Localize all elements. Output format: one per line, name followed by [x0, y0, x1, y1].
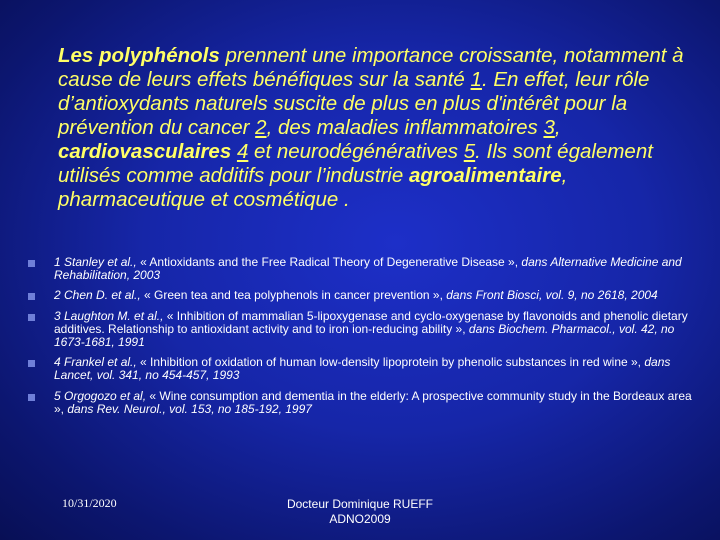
- reference-source: dans Rev. Neurol., vol. 153, no 185-192, 1997: [67, 401, 312, 416]
- reference-list: [28, 256, 698, 423]
- reference-source: dans Lancet, vol. 341, no 454-457, 1993: [54, 355, 671, 383]
- reference-item-5: [28, 390, 698, 416]
- main-text-segment: . Ils sont également utilisés comme additifs pour l’industrie: [58, 140, 653, 187]
- reference-authors: 5 Orgogozo et al,: [54, 388, 150, 403]
- footer-date: 10/31/2020: [62, 496, 117, 510]
- main-text-bold-polyphenols: Les polyphénols: [58, 44, 220, 67]
- reference-source: dans Alternative Medicine and Rehabilitation, 2003: [54, 255, 682, 283]
- reference-source: dans Front Biosci, vol. 9, no 2618, 2004: [446, 288, 658, 303]
- reference-authors: 4 Frankel et al.,: [54, 355, 141, 370]
- footer-event: ADNO2009: [329, 512, 391, 526]
- reference-title: « Green tea and tea polyphenols in cancer prevention »,: [144, 288, 447, 303]
- reference-link-5[interactable]: 5: [463, 140, 476, 163]
- main-text-segment: prennent une importance croissante, notamment à cause de leurs effets bénéfiques sur la santé: [58, 44, 684, 91]
- reference-title: « Antioxidants and the Free Radical Theory of Degenerative Disease »,: [140, 255, 522, 269]
- reference-link-1[interactable]: 1: [470, 68, 482, 91]
- main-text-segment: , des maladies inflammatoires: [266, 116, 544, 139]
- reference-item-2: [28, 289, 698, 302]
- reference-item-3: [28, 310, 698, 350]
- reference-authors: 3 Laughton M. et al.,: [54, 308, 167, 323]
- main-text-bold-agro: agroalimentaire: [408, 164, 562, 187]
- square-bullet-icon: [28, 260, 35, 267]
- square-bullet-icon: [28, 314, 35, 321]
- square-bullet-icon: [28, 293, 35, 300]
- main-text-bold-cardio: cardiovasculaires: [58, 140, 232, 163]
- footer-author-block: [270, 497, 450, 527]
- reference-link-4[interactable]: 4: [236, 140, 249, 163]
- reference-link-2[interactable]: 2: [255, 116, 267, 139]
- main-text-segment: ,: [554, 116, 561, 139]
- reference-title: « Wine consumption and dementia in the elderly: A prospective community study in the Bordeaux area »,: [54, 388, 692, 416]
- footer-author: Docteur Dominique RUEFF: [286, 497, 434, 511]
- reference-title: « Inhibition of mammalian 5-lipoxygenase and cyclo-oxygenase by flavonoids and phenolic dietary additives. Relationship to antioxidant activity and to iron ion-reducing ability »,: [54, 308, 688, 336]
- main-text-segment: . En effet, leur rôle d’antioxydants naturels suscite de plus en plus d'intérêt pour la prévention du cancer: [58, 68, 650, 139]
- square-bullet-icon: [28, 360, 35, 367]
- reference-item-4: [28, 356, 698, 382]
- main-paragraph: [58, 44, 698, 212]
- main-text-segment: et neurodégénératives: [248, 140, 464, 163]
- square-bullet-icon: [28, 394, 35, 401]
- reference-title: « Inhibition of oxidation of human low-density lipoprotein by phenolic substances in red wine »,: [140, 355, 645, 370]
- reference-authors: 2 Chen D. et al.,: [54, 288, 145, 303]
- reference-source: dans Biochem. Pharmacol., vol. 42, no 1673-1681, 1991: [54, 321, 675, 350]
- reference-item-1: [28, 256, 698, 282]
- reference-link-3[interactable]: 3: [543, 116, 555, 139]
- main-text-segment: , pharmaceutique et cosmétique .: [58, 164, 568, 211]
- reference-authors: 1 Stanley et al.,: [54, 255, 141, 269]
